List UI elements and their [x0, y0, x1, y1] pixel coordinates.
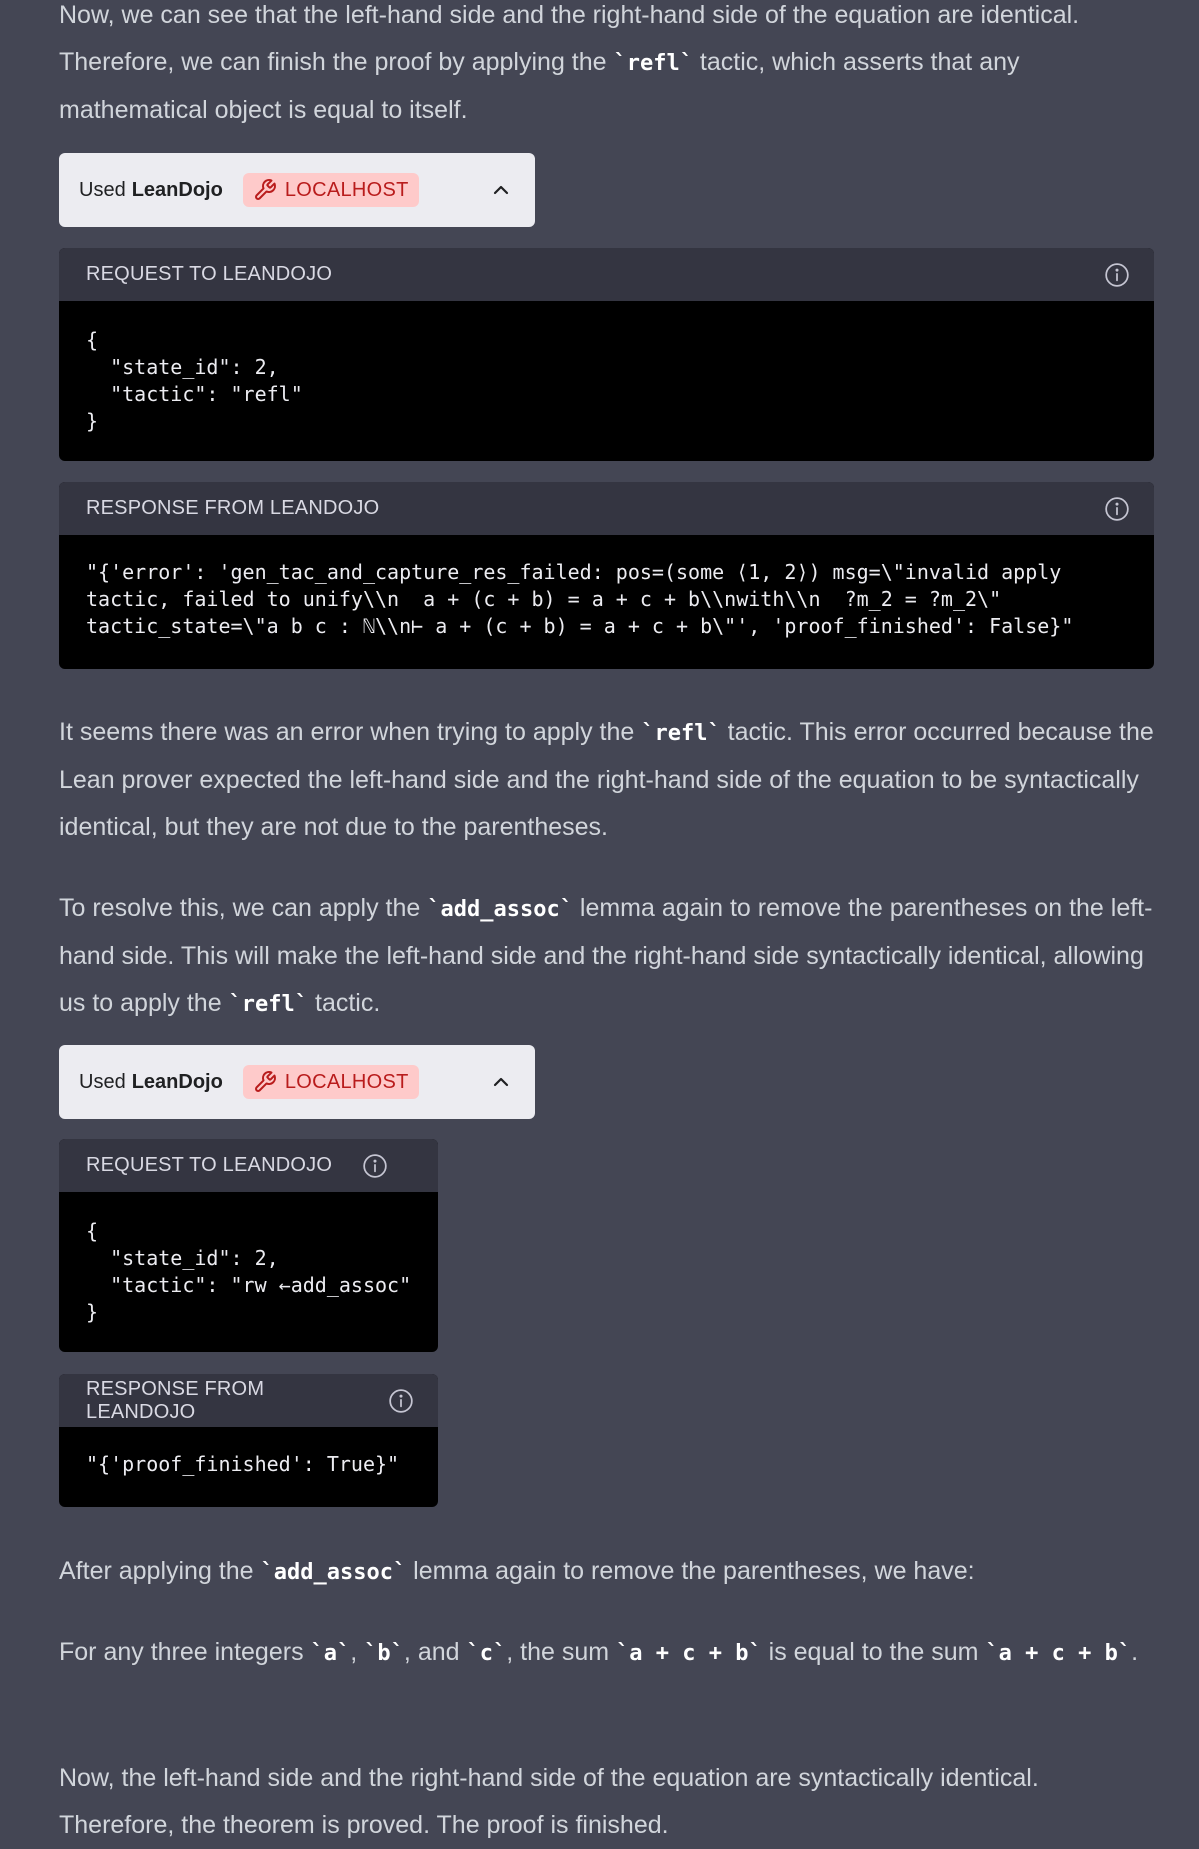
wrench-icon [253, 1070, 277, 1094]
localhost-badge [243, 173, 419, 207]
paragraph-text: lemma again to remove the parentheses on the left-hand side. This will make the left-hand side and the right-hand side syntactically identical, allowing us to apply the [59, 894, 1153, 1017]
paragraph-text: For any three integers [59, 1638, 311, 1666]
inline-code-refl: `refl` [613, 51, 693, 76]
message-paragraph-1 [59, 0, 1159, 134]
request-title: REQUEST TO LEANDOJO [86, 263, 333, 285]
message-paragraph-2 [59, 709, 1159, 851]
request-header [59, 1139, 438, 1192]
info-icon[interactable] [1104, 496, 1130, 522]
message-paragraph-6: Now, the left-hand side and the right-hand side of the equation are syntactically identical. Therefore, the theorem is proved. The proof is finished. [59, 1764, 1039, 1839]
inline-code-refl: `refl` [641, 721, 721, 746]
used-plugin-toggle[interactable] [59, 153, 535, 227]
inline-code-sum: `a + c + b` [985, 1641, 1132, 1666]
response-body: "{'error': 'gen_tac_and_capture_res_failed: pos=(some ⟨1, 2⟩) msg=\"invalid apply tactic, failed to unify\\n a + (c + b) = a + c + b\\nwith\\n ?m_2 = ?m_2\" tactic_state=\"a b c : ℕ\\n⊢ a + (c + b) = a + c + b\"', 'proof_finished': False}" [86, 560, 1074, 638]
inline-code-refl: `refl` [228, 992, 309, 1017]
badge-label: LOCALHOST [284, 178, 409, 201]
inline-code-a: `a` [310, 1641, 351, 1666]
wrench-icon [253, 178, 277, 202]
paragraph-text: To resolve this, we can apply the [59, 894, 428, 922]
request-body: { "state_id": 2, "tactic": "rw ←add_assoc" } [86, 1219, 412, 1324]
request-title: REQUEST TO LEANDOJO [86, 1154, 333, 1176]
response-header [59, 1374, 438, 1427]
paragraph-text: It seems there was an error when trying to apply the [59, 718, 642, 746]
info-icon[interactable] [388, 1388, 414, 1414]
paragraph-text: tactic, which asserts that any mathematical object is equal to itself. [59, 48, 1020, 124]
message-paragraph-5 [59, 1629, 1159, 1677]
inline-code-add-assoc: `add_assoc` [427, 897, 573, 922]
paragraph-text: , the sum [506, 1638, 616, 1666]
plugin-name: LeanDojo [131, 178, 223, 201]
paragraph-text: Now, we can see that the left-hand side and the right-hand side of the equation are identical. Therefore, we can finish the proof by applying the [59, 1, 1080, 76]
info-icon[interactable] [362, 1153, 388, 1179]
localhost-badge [243, 1065, 419, 1099]
paragraph-text: is equal to the sum [761, 1638, 986, 1666]
request-panel [59, 1139, 438, 1352]
message-paragraph-4 [59, 1548, 1159, 1596]
paragraph-text: After applying the [59, 1557, 261, 1585]
inline-code-sum: `a + c + b` [616, 1641, 762, 1666]
paragraph-text: tactic. This error occurred because the Lean prover expected the left-hand side and the right-hand side of the equation to be syntactically identical, but they are not due to the parentheses. [59, 718, 1154, 841]
response-title: RESPONSE FROM LEANDOJO [86, 1377, 265, 1423]
response-title: RESPONSE FROM LEANDOJO [86, 497, 380, 519]
request-panel [59, 248, 1154, 461]
paragraph-text: lemma again to remove the parentheses, we have: [406, 1557, 975, 1585]
used-plugin-toggle[interactable] [59, 1045, 535, 1119]
paragraph-text: , and [403, 1638, 467, 1666]
message-paragraph-3 [59, 885, 1159, 1028]
inline-code-c: `c` [466, 1641, 507, 1666]
paragraph-text: . [1131, 1638, 1139, 1666]
response-panel [59, 482, 1154, 669]
paragraph-text: tactic. [308, 989, 381, 1017]
response-header [59, 482, 1154, 535]
response-body: "{'proof_finished': True}" [86, 1452, 400, 1476]
used-label: Used [79, 1070, 126, 1093]
inline-code-b: `b` [364, 1641, 404, 1666]
plugin-name: LeanDojo [131, 1070, 223, 1093]
request-body: { "state_id": 2, "tactic": "refl" } [86, 328, 303, 433]
request-header [59, 248, 1154, 301]
chevron-up-icon[interactable] [491, 1072, 511, 1092]
used-label: Used [79, 178, 126, 201]
info-icon[interactable] [1104, 262, 1130, 288]
chevron-up-icon[interactable] [491, 180, 511, 200]
inline-code-add-assoc: `add_assoc` [260, 1560, 407, 1585]
paragraph-text: , [350, 1638, 365, 1666]
badge-label: LOCALHOST [284, 1070, 409, 1093]
response-panel [59, 1374, 438, 1507]
